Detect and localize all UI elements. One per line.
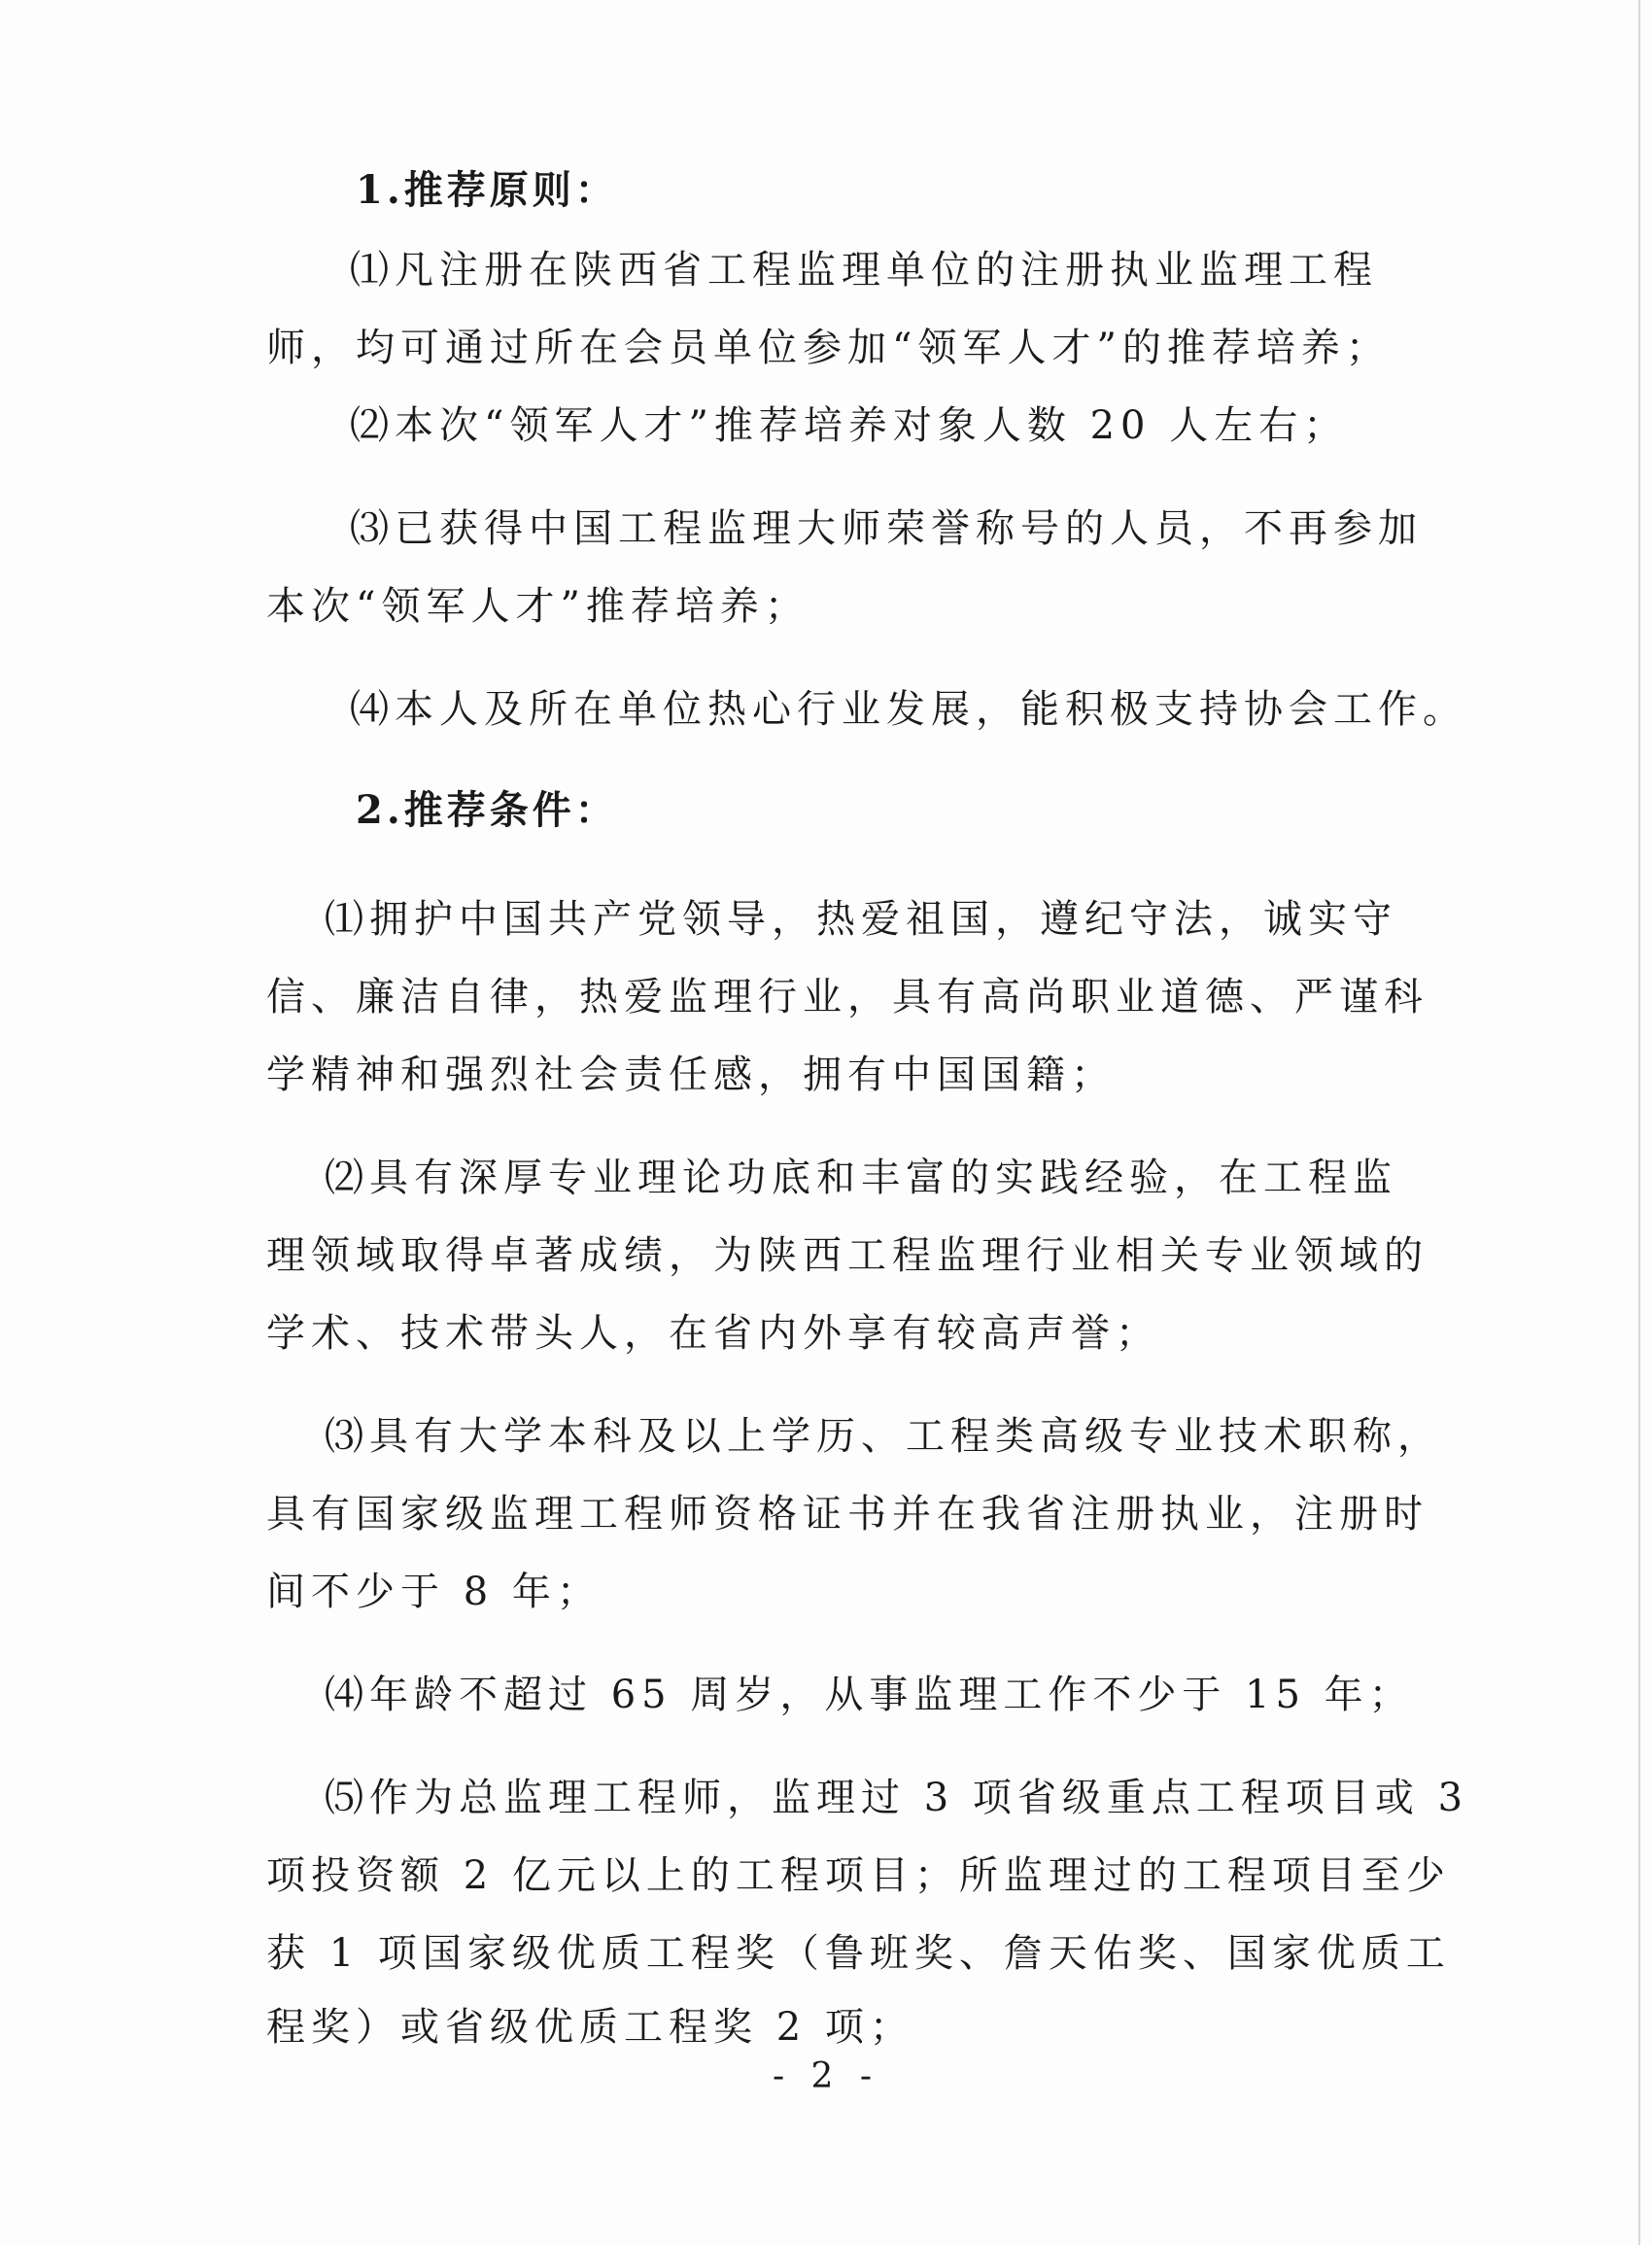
paragraph-line: 项投资额 2 亿元以上的工程项目；所监理过的工程项目至少 [266, 1853, 1451, 1898]
paragraph-line: 信、廉洁自律，热爱监理行业，具有高尚职业道德、严谨科 [266, 975, 1428, 1019]
paragraph-line: 间不少于 8 年； [266, 1570, 602, 1614]
paragraph-line: 本次“领军人才”推荐培养； [266, 584, 809, 629]
paragraph-line: 程奖）或省级优质工程奖 2 项； [266, 2005, 914, 2050]
paragraph-line: ⑵本次“领军人才”推荐培养对象人数 20 人左右； [350, 403, 1349, 448]
page-edge [1638, 0, 1640, 2245]
paragraph-line: ⑸作为总监理工程师，监理过 3 项省级重点工程项目或 3 [325, 1776, 1469, 1820]
paragraph-line: ⑵具有深厚专业理论功底和丰富的实践经验，在工程监 [325, 1156, 1397, 1200]
paragraph-line: ⑴拥护中国共产党领导，热爱祖国，遵纪守法，诚实守 [325, 897, 1397, 942]
page-number: - 2 - [772, 2056, 880, 2096]
paragraph-line: 学精神和强烈社会责任感，拥有中国国籍； [266, 1053, 1116, 1097]
paragraph-line: ⑷年龄不超过 65 周岁，从事监理工作不少于 15 年； [325, 1673, 1414, 1717]
paragraph-line: 理领域取得卓著成绩，为陕西工程监理行业相关专业领域的 [266, 1233, 1428, 1278]
paragraph-line: 师，均可通过所在会员单位参加“领军人才”的推荐培养； [266, 326, 1391, 370]
section-heading-conditions: 2.推荐条件： [356, 787, 618, 833]
paragraph-line: ⑶已获得中国工程监理大师荣誉称号的人员，不再参加 [350, 506, 1423, 551]
paragraph-line: 学术、技术带头人，在省内外享有较高声誉； [266, 1311, 1160, 1356]
section-heading-principles: 1.推荐原则： [356, 167, 618, 213]
paragraph-line: ⑷本人及所在单位热心行业发展，能积极支持协会工作。 [350, 687, 1467, 732]
paragraph-line: 获 1 项国家级优质工程奖（鲁班奖、詹天佑奖、国家优质工 [266, 1931, 1451, 1976]
paragraph-line: ⑶具有大学本科及以上学历、工程类高级专业技术职称， [325, 1414, 1442, 1459]
paragraph-line: ⑴凡注册在陕西省工程监理单位的注册执业监理工程 [350, 248, 1378, 293]
paragraph-line: 具有国家级监理工程师资格证书并在我省注册执业，注册时 [266, 1492, 1428, 1537]
